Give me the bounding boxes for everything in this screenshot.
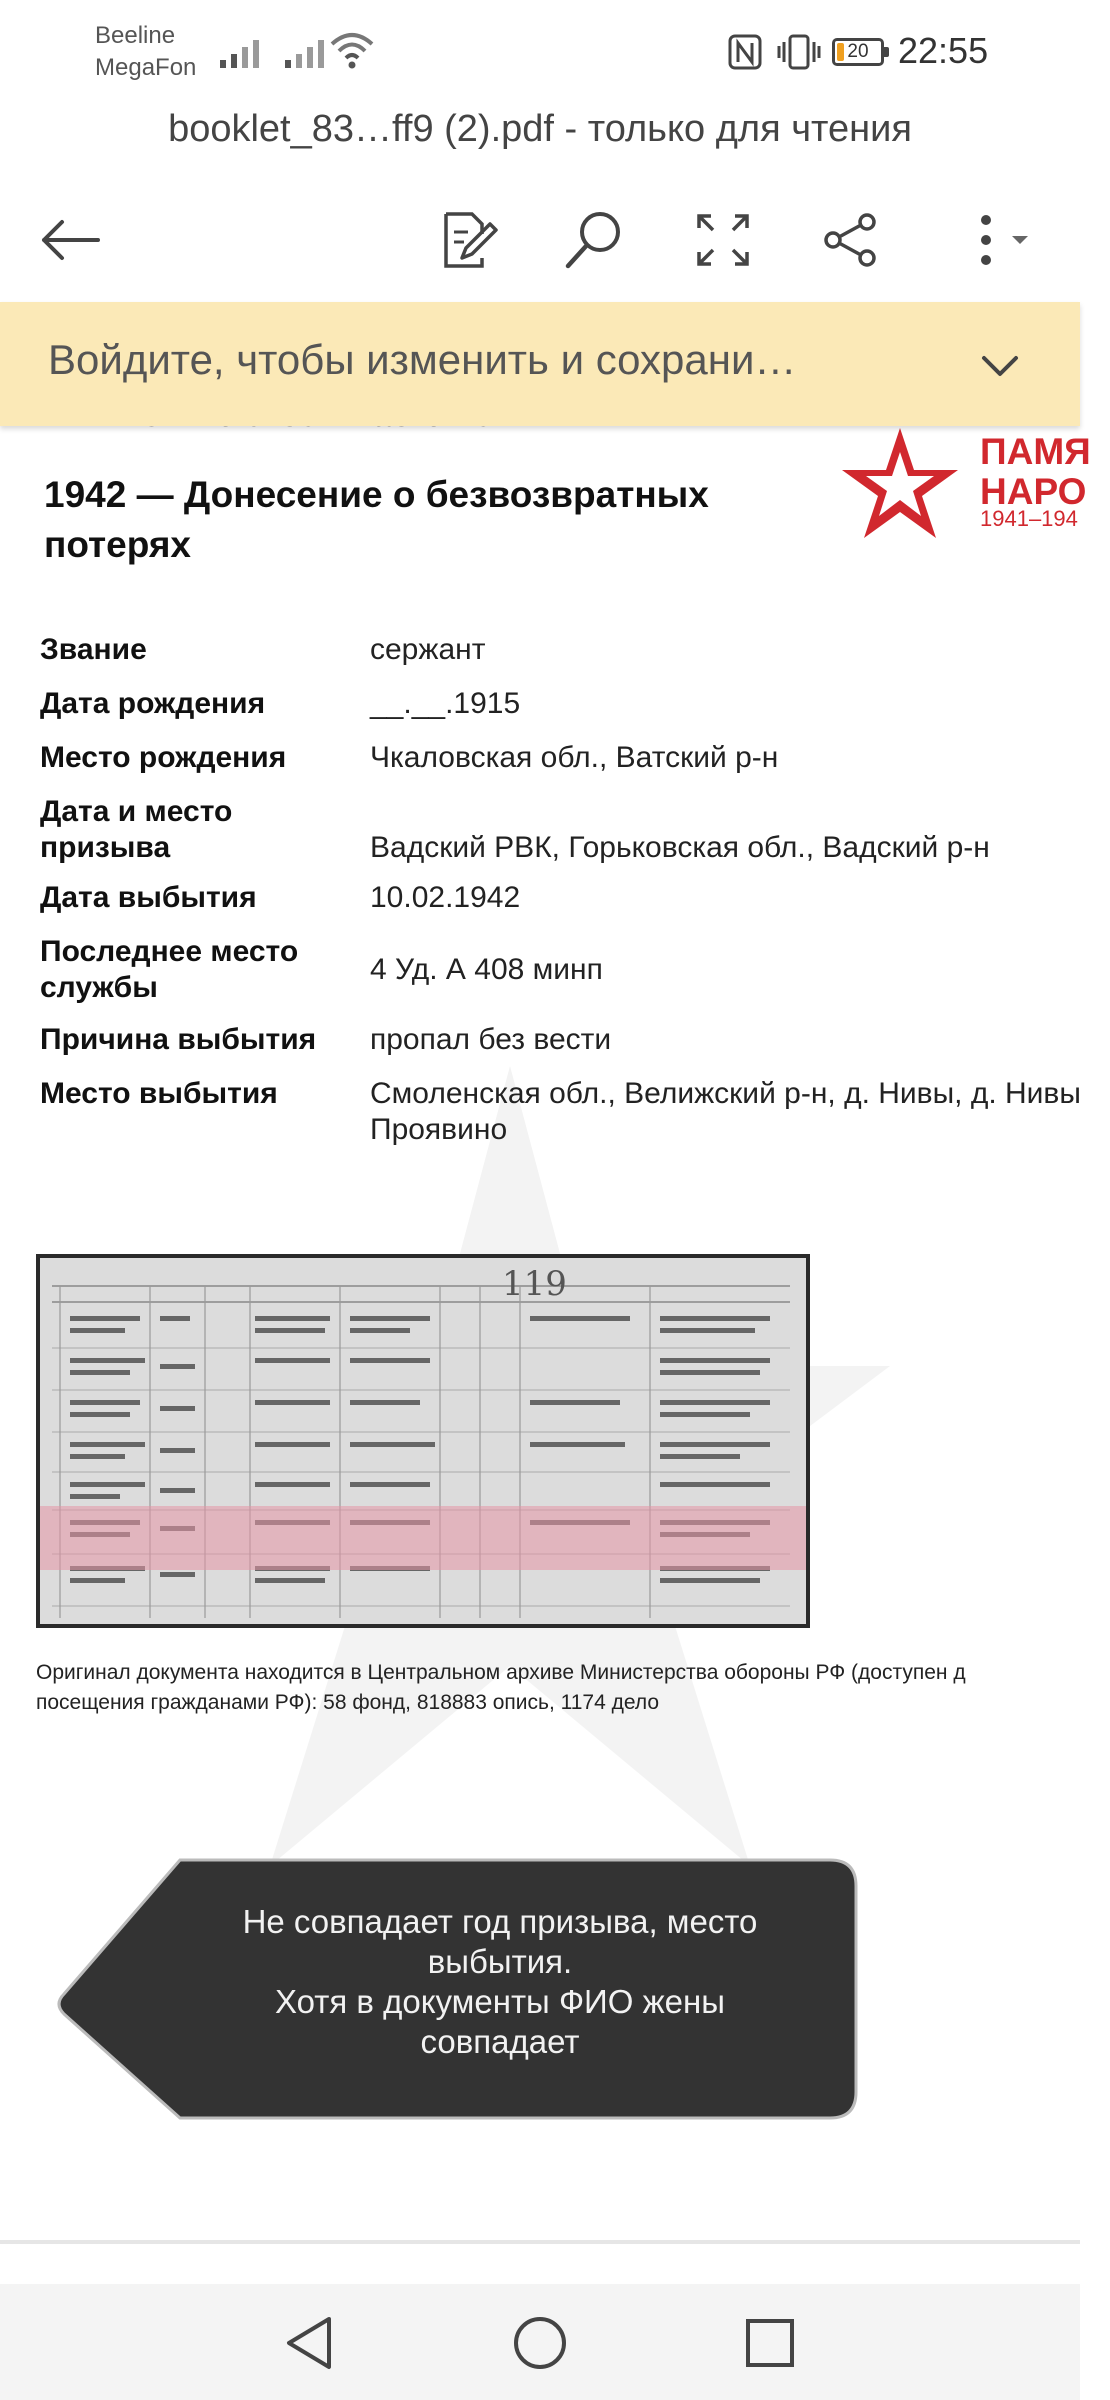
field-label: Место выбытия (40, 1077, 278, 1110)
field-label: Последнее место службы (40, 935, 299, 1004)
signal-icon-1 (220, 34, 259, 68)
back-button[interactable] (34, 204, 106, 276)
annotation-line-4: совпадает (420, 2023, 580, 2060)
more-vertical-icon (964, 212, 1036, 268)
field-label: Дата и место призыва (40, 795, 233, 864)
annotation-line-1: Не совпадает год призыва, место (242, 1903, 758, 1940)
divider (0, 2240, 1080, 2244)
caption-line-2: посещения гражданами РФ): 58 фонд, 818883 опись, 1174 дело (36, 1691, 660, 1714)
field-label: Причина выбытия (40, 1023, 317, 1056)
chevron-down-icon[interactable] (976, 342, 1024, 390)
field-value: Чкаловская обл., Ватский р-н (370, 741, 779, 774)
archive-scan-image[interactable] (36, 1254, 810, 1628)
field-value: пропал без вести (370, 1023, 612, 1056)
share-button[interactable] (815, 204, 887, 276)
field-value: сержант (370, 633, 486, 666)
sign-in-banner[interactable] (0, 302, 1080, 426)
circle-home-icon (510, 2313, 570, 2373)
nav-recents-button[interactable] (735, 2310, 805, 2376)
status-bar (0, 0, 1080, 100)
search-button[interactable] (558, 204, 630, 276)
field-value-line2: Проявино (370, 1113, 508, 1146)
nav-back-button[interactable] (274, 2310, 344, 2376)
field-label: Дата рождения (40, 687, 266, 720)
document-title: booklet_83…ff9 (2).pdf - только для чтения (168, 108, 912, 150)
caption-line-1: Оригинал документа находится в Центральном архиве Министерства обороны РФ (доступен д (36, 1661, 966, 1684)
edit-document-icon (438, 210, 498, 270)
annotation-text (180, 1902, 820, 2062)
share-icon (821, 212, 881, 268)
carrier-2: MegaFon (95, 54, 197, 81)
search-icon (562, 208, 626, 272)
fullscreen-icon (695, 212, 751, 268)
field-value: Смоленская обл., Велижский р-н, д. Нивы, д. Нивы (370, 1077, 1081, 1110)
triangle-back-icon (281, 2313, 337, 2373)
battery-level: 20 (847, 41, 869, 62)
logo-title (980, 432, 1091, 512)
scan-page-number: 119 (502, 1264, 567, 1304)
highlighted-row (40, 1506, 806, 1570)
annotation-line-2: выбытия. (427, 1943, 573, 1980)
vibrate-icon (776, 32, 822, 72)
archive-caption (36, 1658, 1076, 1718)
field-value: 4 Уд. А 408 минп (370, 953, 603, 986)
clock: 22:55 (898, 30, 989, 71)
field-label: Звание (40, 633, 147, 666)
wifi-icon (330, 30, 374, 70)
battery-icon (832, 38, 884, 66)
banner-text: Войдите, чтобы изменить и сохрани… (48, 336, 797, 383)
arrow-left-icon (38, 218, 102, 262)
field-value: __.__.1915 (370, 687, 521, 720)
logo-line-2: НАРО (980, 471, 1087, 512)
annotation-line-3: Хотя в документы ФИО жены (275, 1983, 725, 2020)
field-value: 10.02.1942 (370, 881, 521, 914)
carrier-1: Beeline (95, 22, 176, 49)
field-label: Место рождения (40, 741, 287, 774)
document-heading: 1942 — Донесение о безвозвратных потерях (44, 474, 709, 565)
nfc-icon (728, 34, 762, 70)
logo-line-1: ПАМЯ (980, 431, 1091, 472)
edit-button[interactable] (432, 204, 504, 276)
toolbar (0, 180, 1080, 300)
more-button[interactable] (960, 204, 1040, 276)
field-label: Дата выбытия (40, 881, 257, 914)
signal-icon-2 (285, 34, 324, 68)
fullscreen-button[interactable] (687, 204, 759, 276)
carrier-names (95, 20, 196, 84)
logo-years: 1941–194 (980, 506, 1078, 531)
field-value: Вадский РВК, Горьковская обл., Вадский р-н (370, 831, 990, 864)
square-recents-icon (742, 2315, 798, 2371)
nav-home-button[interactable] (505, 2310, 575, 2376)
pamyat-naroda-star-logo-icon (840, 426, 960, 540)
